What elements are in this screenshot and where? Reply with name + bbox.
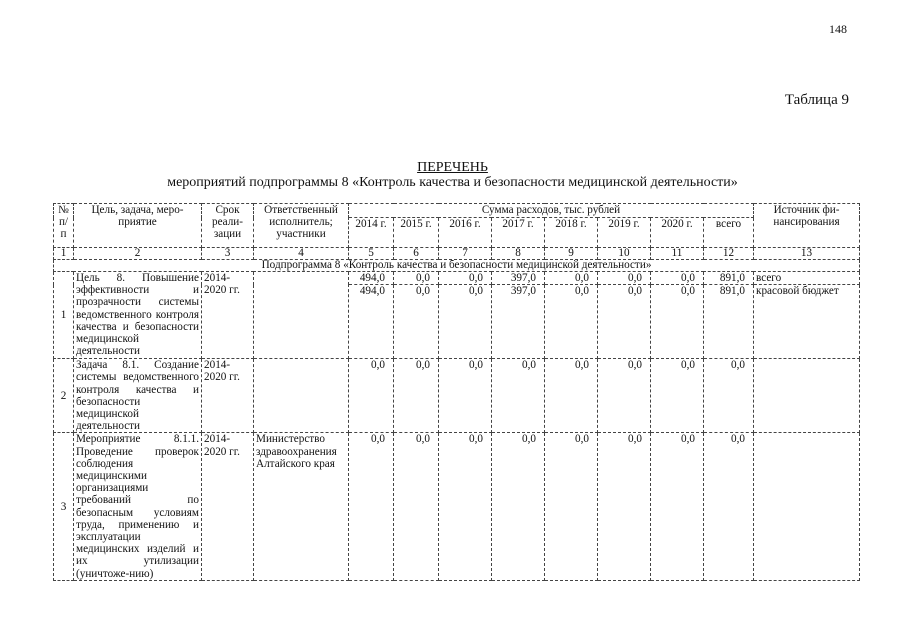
header-row-top [54, 204, 860, 218]
value-cell: 0,0 [394, 359, 439, 433]
header-term: Срок реали-зации [202, 204, 254, 248]
header-year: 2019 г. [598, 218, 651, 248]
value-cell: 0,0 [349, 359, 394, 433]
column-number: 4 [254, 248, 349, 260]
header-source: Источник фи-нансирования [754, 204, 860, 248]
row-number: 3 [54, 433, 74, 580]
value-cell: 397,0 [492, 272, 545, 285]
source-cell: всего [754, 272, 860, 285]
value-cell: 494,0 [349, 285, 394, 359]
value-cell: 0,0 [439, 285, 492, 359]
value-cell: 0,0 [394, 433, 439, 580]
value-cell: 0,0 [651, 285, 704, 359]
column-number: 9 [545, 248, 598, 260]
document-heading [0, 160, 905, 190]
header-year: 2014 г. [349, 218, 394, 248]
row-term: 2014-2020 гг. [202, 433, 254, 580]
value-cell: 0,0 [349, 433, 394, 580]
row-name: Мероприятие 8.1.1. Проведение проверок соблюдения медицинскими организациями требований по безопасным условиям труда, применению и эксплуатации медицинских изделий и их утилизации (уничтоже-нию) [74, 433, 202, 580]
value-cell: 0,0 [492, 359, 545, 433]
row-term: 2014-2020 гг. [202, 359, 254, 433]
expenses-table [53, 203, 860, 581]
column-number: 6 [394, 248, 439, 260]
header-year: 2017 г. [492, 218, 545, 248]
value-cell: 0,0 [704, 433, 754, 580]
value-cell: 0,0 [598, 359, 651, 433]
source-cell: красовой бюджет [754, 285, 860, 359]
column-number: 5 [349, 248, 394, 260]
table-row [54, 272, 860, 285]
column-number: 11 [651, 248, 704, 260]
header-total: всего [704, 218, 754, 248]
row-name: Задача 8.1. Создание системы ведомственного контроля качества и безопасности медицинской деятельности [74, 359, 202, 433]
value-cell: 0,0 [545, 285, 598, 359]
value-cell: 0,0 [439, 433, 492, 580]
column-number: 3 [202, 248, 254, 260]
column-number: 13 [754, 248, 860, 260]
value-cell: 0,0 [545, 272, 598, 285]
table-label: Таблица 9 [784, 92, 849, 108]
row-responsible [254, 359, 349, 433]
document-subtitle: мероприятий подпрограммы 8 «Контроль качества и безопасности медицинской деятельности» [167, 175, 738, 190]
page-number: 148 [829, 22, 847, 36]
value-cell: 0,0 [545, 359, 598, 433]
header-expenses: Сумма расходов, тыс. рублей [349, 204, 754, 218]
column-number: 12 [704, 248, 754, 260]
column-number: 10 [598, 248, 651, 260]
row-number: 2 [54, 359, 74, 433]
value-cell: 0,0 [394, 272, 439, 285]
value-cell: 0,0 [651, 433, 704, 580]
header-year: 2018 г. [545, 218, 598, 248]
column-numbers-row [54, 248, 860, 260]
value-cell: 0,0 [598, 433, 651, 580]
column-number: 1 [54, 248, 74, 260]
row-number: 1 [54, 272, 74, 359]
value-cell: 0,0 [439, 272, 492, 285]
table-row [54, 359, 860, 433]
source-cell [754, 433, 860, 580]
row-responsible: Министерство здравоохранения Алтайского края [254, 433, 349, 580]
value-cell: 397,0 [492, 285, 545, 359]
value-cell: 0,0 [598, 272, 651, 285]
column-number: 2 [74, 248, 202, 260]
header-year: 2020 г. [651, 218, 704, 248]
row-name: Цель 8. Повышение эффективности и прозрачности системы ведомственного контроля качества и безопасности медицинской деятельности [74, 272, 202, 359]
header-goal: Цель, задача, меро-приятие [74, 204, 202, 248]
table-row [54, 433, 860, 580]
value-cell: 0,0 [704, 359, 754, 433]
header-year: 2016 г. [439, 218, 492, 248]
value-cell: 0,0 [394, 285, 439, 359]
header-year: 2015 г. [394, 218, 439, 248]
value-cell: 0,0 [651, 272, 704, 285]
subprogram-row [54, 260, 860, 272]
value-cell: 0,0 [492, 433, 545, 580]
header-responsible: Ответственный исполнитель; участники [254, 204, 349, 248]
column-number: 8 [492, 248, 545, 260]
value-cell: 0,0 [651, 359, 704, 433]
value-cell: 891,0 [704, 285, 754, 359]
row-term: 2014-2020 гг. [202, 272, 254, 359]
source-cell [754, 359, 860, 433]
column-number: 7 [439, 248, 492, 260]
value-cell: 0,0 [439, 359, 492, 433]
header-num: № п/п [54, 204, 74, 248]
value-cell: 494,0 [349, 272, 394, 285]
value-cell: 891,0 [704, 272, 754, 285]
value-cell: 0,0 [545, 433, 598, 580]
value-cell: 0,0 [598, 285, 651, 359]
subprogram-title: Подпрограмма 8 «Контроль качества и безопасности медицинской деятельности» [54, 260, 860, 272]
document-title: ПЕРЕЧЕНЬ [417, 160, 488, 175]
row-responsible [254, 272, 349, 359]
